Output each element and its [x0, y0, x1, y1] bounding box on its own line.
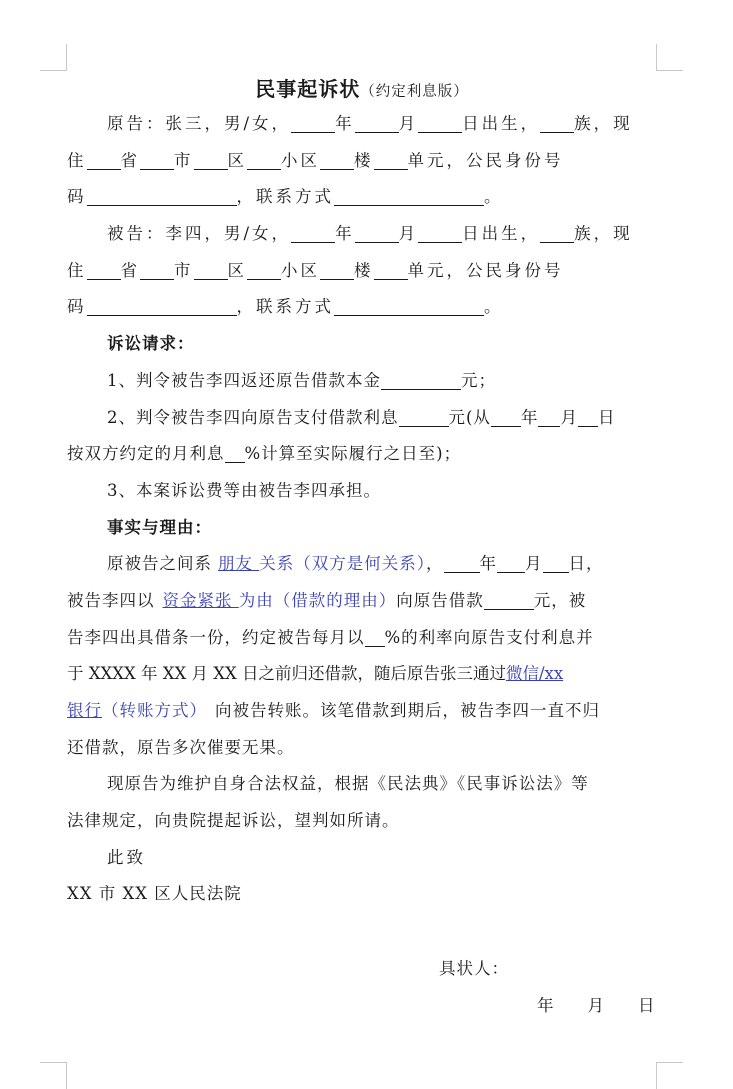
signer-label: 具状人：	[439, 959, 509, 979]
defendant-line-2: 住 省 市 区 小区 楼 单元，公民身份号	[67, 260, 564, 280]
claim-2: 2、判令被告李四向原告支付借款利息 元(从 年 月 日	[107, 407, 616, 427]
title-sub: （约定利息版）	[360, 84, 469, 100]
facts-line-7: 现原告为维护自身合法权益，根据《民法典》《民事诉讼法》等	[107, 774, 589, 794]
page-corner-mark	[40, 1062, 67, 1089]
claims-heading: 诉讼请求：	[107, 334, 195, 354]
facts-line-3: 告李四出具借条一份，约定被告每月以 %的利率向原告支付利息并	[67, 627, 594, 647]
claim-3: 3、本案诉讼费等由被告李四承担。	[107, 480, 381, 500]
facts-heading: 事实与理由：	[107, 517, 212, 537]
plaintiff-line-3: 码 ，联系方式 。	[67, 187, 504, 207]
facts-line-4: 于 XXXX 年 XX 月 XX 日之前归还借款，随后原告张三通过微信/xx	[67, 664, 564, 684]
claim-2-continued: 按双方约定的月利息 %计算至实际履行之日至)；	[67, 444, 462, 464]
defendant-line-3: 码 ，联系方式 。	[67, 297, 504, 317]
page-corner-mark	[656, 44, 683, 71]
title-main: 民事起诉状	[255, 77, 361, 101]
transfer-method-link: 微信/xx	[505, 664, 564, 684]
plaintiff-line-2: 住 省 市 区 小区 楼 单元，公民身份号	[67, 150, 564, 170]
document-page	[67, 72, 657, 1025]
document-title	[67, 72, 657, 106]
page-corner-mark	[40, 44, 67, 71]
facts-line-6: 还借款，原告多次催要无果。	[67, 737, 295, 757]
facts-line-2: 被告李四以 资金紧张 为由（借款的理由）向原告借款 元，被	[67, 590, 587, 610]
signature-date: 年 月 日	[537, 995, 655, 1015]
plaintiff-line-1: 原告：张三，男/女， 年 月 日出生， 族，现	[107, 114, 633, 133]
defendant-line-1: 被告：李四，男/女， 年 月 日出生， 族，现	[107, 224, 633, 244]
claim-1: 1、判令被告李四返还原告借款本金 元；	[107, 370, 496, 390]
facts-line-5: 银行（转账方式） 向被告转账。该笔借款到期后，被告李四一直不归	[67, 701, 600, 720]
salutation: 此致	[107, 847, 146, 867]
facts-line-8: 法律规定，向贵院提起诉讼，望判如所请。	[67, 811, 400, 831]
page-corner-mark	[656, 1062, 683, 1089]
facts-line-1: 原被告之间系 朋友 关系（双方是何关系）， 年 月 日，	[107, 554, 604, 574]
court-name: XX 市 XX 区人民法院	[67, 884, 242, 904]
